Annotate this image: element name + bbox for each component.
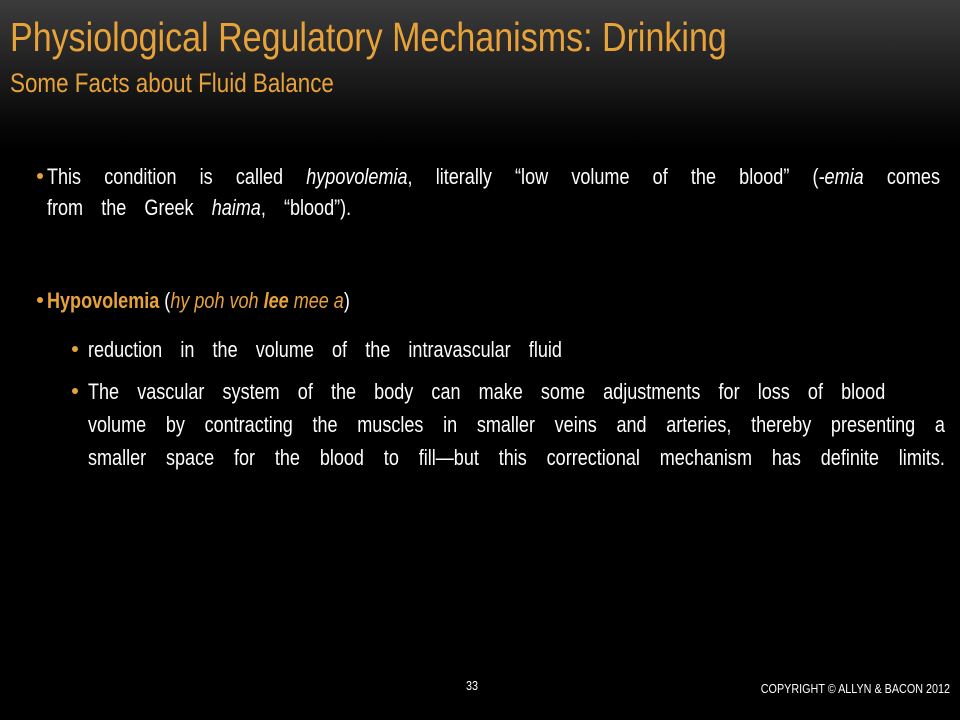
sub-bullet-dot-icon: [72, 346, 78, 352]
paren-close: ): [343, 288, 350, 313]
bullet-condition: [47, 161, 940, 223]
bullet-text: This condition is called: [47, 164, 307, 189]
sub-bullet-line: smaller space for the blood to fill—but this correctional mechanism has definite limits.: [88, 445, 945, 470]
pronunciation-part: hy poh voh: [170, 288, 264, 313]
page-number: 33: [466, 678, 479, 693]
bullet-hypovolemia: [47, 285, 350, 316]
bullet-dot-icon: [37, 173, 43, 179]
bullet-text: comes: [863, 164, 940, 189]
sub-bullet-line: reduction in the volume of the intravascular fluid: [88, 337, 562, 362]
sub-bullet-dot-icon: [72, 388, 78, 394]
slide-title: Physiological Regulatory Mechanisms: Drinking: [10, 14, 727, 60]
paren-open: (: [159, 288, 171, 313]
sub-bullet-reduction: [88, 334, 562, 365]
bullet-text: , “blood”).: [260, 195, 352, 220]
bullet-dot-icon: [37, 297, 43, 303]
term-hypovolemia: hypovolemia: [306, 164, 408, 189]
pronunciation-part: mee a: [288, 288, 344, 313]
copyright-notice: COPYRIGHT © ALLYN & BACON 2012: [760, 681, 950, 696]
sub-bullet-line: The vascular system of the body can make some adjustments for loss of blood: [88, 379, 886, 404]
suffix-emia: -emia: [818, 164, 864, 189]
slide-subtitle: Some Facts about Fluid Balance: [10, 68, 334, 98]
bullet-text: from the Greek: [47, 195, 212, 220]
bullet-line: [47, 161, 940, 192]
sub-bullet-vascular-system: [88, 375, 945, 474]
bullet-line: [47, 192, 940, 223]
bullet-text: , literally “low volume of the blood” (: [407, 164, 819, 189]
root-haima: haima: [211, 195, 261, 220]
term-hypovolemia-heading: Hypovolemia: [47, 288, 160, 313]
pronunciation-stress: lee: [263, 288, 289, 313]
sub-bullet-line: volume by contracting the muscles in smaller veins and arteries, thereby presenting a: [88, 412, 945, 437]
